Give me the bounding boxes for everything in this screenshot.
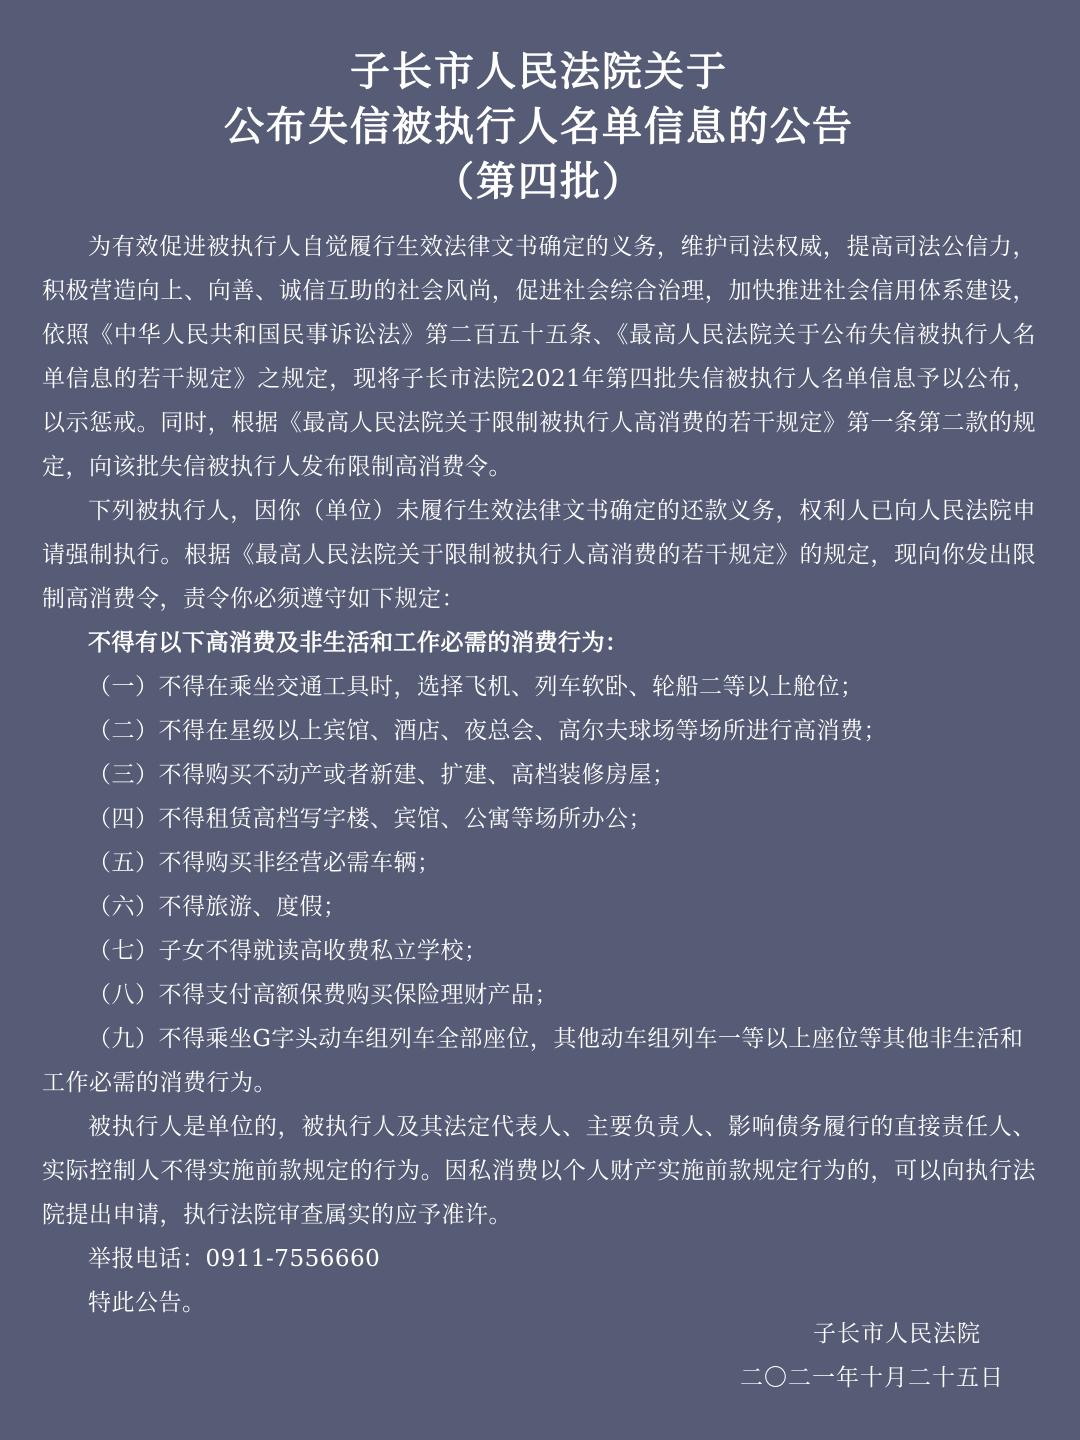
rules-heading: 不得有以下高消费及非生活和工作必需的消费行为：	[88, 630, 629, 656]
closing-text: 特此公告。	[88, 1290, 206, 1316]
intro-paragraph: 为有效促进被执行人自觉履行生效法律文书确定的义务，维护司法权威，提高司法公信力，积极营造向上、向善、诚信互助的社会风尚，促进社会综合治理，加快推进社会信用体系建设，依照《中华人民共和国民事诉讼法》第二百五十五条、《最高人民法院关于公布失信被执行人名单信息的若干规定》之规定，现将子长市法院2021年第四批失信被执行人名单信息予以公布，以示惩戒。同时，根据《最高人民法院关于限制被执行人高消费的若干规定》第一条第二款的规定，向该批失信被执行人发布限制高消费令。	[42, 234, 1036, 480]
rule-item-9: （九）不得乘坐G字头动车组列车全部座位，其他动车组列车一等以上座位等其他非生活和工作必需的消费行为。	[42, 1026, 1024, 1096]
rule-item-3: （三）不得购买不动产或者新建、扩建、高档装修房屋；	[88, 762, 676, 788]
signature-date: 二〇二一年十月二十五日	[740, 1365, 1004, 1391]
report-phone: 举报电话：0911-7556660	[88, 1246, 381, 1272]
notice-paragraph: 下列被执行人，因你（单位）未履行生效法律文书确定的还款义务，权利人已向人民法院申请强制执行。根据《最高人民法院关于限制被执行人高消费的若干规定》的规定，现向你发出限制高消费令，责令你必须遵守如下规定：	[42, 498, 1036, 612]
title-line-1: 子长市人民法院关于	[350, 48, 728, 95]
signature-block	[740, 1312, 1004, 1400]
announcement-title	[42, 44, 1036, 209]
signature-court: 子长市人民法院	[813, 1321, 981, 1347]
title-line-2: 公布失信被执行人名单信息的公告	[224, 103, 854, 150]
rule-item-6: （六）不得旅游、度假；	[88, 894, 347, 920]
title-line-3: （第四批）	[434, 158, 644, 205]
rule-item-8: （八）不得支付高额保费购买保险理财产品；	[88, 982, 558, 1008]
rule-item-5: （五）不得购买非经营必需车辆；	[88, 850, 441, 876]
rule-item-7: （七）子女不得就读高收费私立学校；	[88, 938, 488, 964]
announcement-body	[42, 225, 1036, 1325]
unit-paragraph: 被执行人是单位的，被执行人及其法定代表人、主要负责人、影响债务履行的直接责任人、实际控制人不得实施前款规定的行为。因私消费以个人财产实施前款规定行为的，可以向执行法院提出申请，执行法院审查属实的应予准许。	[42, 1114, 1036, 1228]
rule-item-2: （二）不得在星级以上宾馆、酒店、夜总会、高尔夫球场等场所进行高消费；	[88, 718, 887, 744]
rule-item-4: （四）不得租赁高档写字楼、宾馆、公寓等场所办公；	[88, 806, 652, 832]
rule-item-1: （一）不得在乘坐交通工具时，选择飞机、列车软卧、轮船二等以上舱位；	[88, 674, 864, 700]
